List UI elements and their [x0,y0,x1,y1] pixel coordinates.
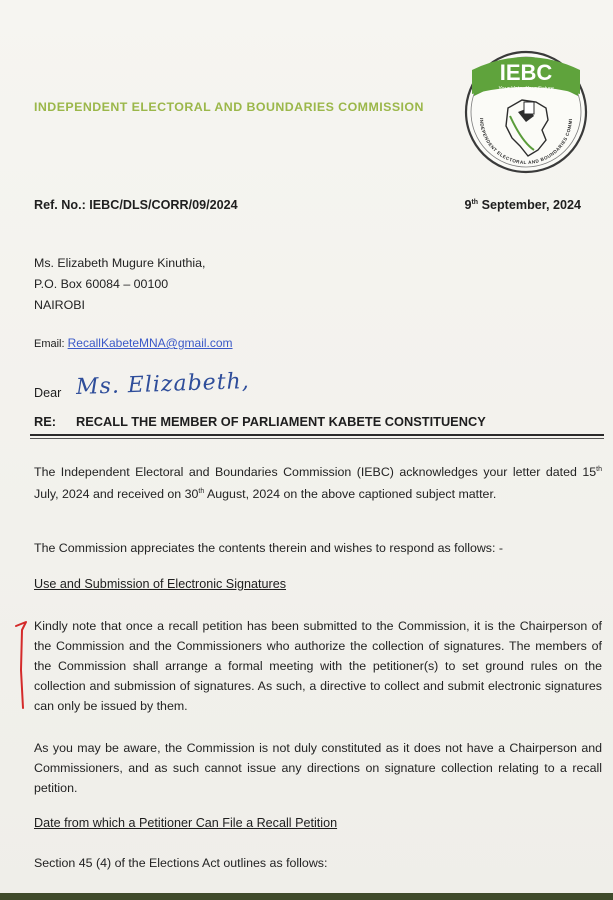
p1-part-b: July, 2024 and received on 30 [34,487,199,502]
logo-acronym: IEBC [499,60,553,85]
p1-sup-1: th [596,466,602,473]
date-day: 9 [464,198,472,212]
paragraph-section-45: Section 45 (4) of the Elections Act outlines as follows: [34,856,328,870]
logo-ring-text: INDEPENDENT ELECTORAL AND BOUNDARIES COMMI [478,117,574,166]
date-month-year: September, 2024 [478,198,581,212]
p1-part-c: August, 2024 on the above captioned subject matter. [204,487,497,502]
handwritten-salutation: Ms. Elizabeth, [75,368,251,401]
paragraph-commission-status: As you may be aware, the Commission is not duly constituted as it does not have a Chairperson and Commissioners, and as such cannot issue any directions on signature collection relating to a recall petition. [34,741,602,795]
date-suffix: th [471,198,479,206]
email-label: Email: [34,338,68,350]
logo-tagline: Your Vote, Your Future [498,86,554,92]
heading-recall-date: Date from which a Petitioner Can File a Recall Petition [34,816,338,830]
paragraph-signature-authority: Kindly note that once a recall petition has been submitted to the Commission, it is the Chairperson of the Commission and the Commissioners who authorize the collection of signatures. The members of the Commission shall arrange a formal meeting with the petitioner(s) to set ground rules on the collection and submission of signatures. As such, a directive to collect and submit electronic signatures can only be issued by them. [34,619,602,713]
letter-date [464,198,581,212]
salutation-dear: Dear [34,386,62,400]
recipient-email [34,336,233,350]
paragraph-acknowledgement [34,460,602,504]
reference-number: Ref. No.: IEBC/DLS/CORR/09/2024 [34,198,238,212]
iebc-logo [462,46,590,188]
p1-part-a: The Independent Electoral and Boundaries Commission (IEBC) acknowledges your letter dated 15 [34,465,597,480]
subject-divider [30,434,604,436]
bottom-edge [0,893,613,900]
subject-line: RECALL THE MEMBER OF PARLIAMENT KABETE CONSTITUENCY [76,414,486,429]
heading-electronic-signatures: Use and Submission of Electronic Signatures [34,577,287,591]
email-link[interactable]: RecallKabeteMNA@gmail.com [67,336,233,350]
organization-name: INDEPENDENT ELECTORAL AND BOUNDARIES COMMISSION [34,100,424,114]
recipient-city: NAIROBI [34,298,85,312]
recipient-box: P.O. Box 60084 – 00100 [34,277,169,291]
recipient-name: Ms. Elizabeth Mugure Kinuthia, [34,256,206,270]
paragraph-response-intro: The Commission appreciates the contents therein and wishes to respond as follows: - [34,541,504,555]
subject-divider-thin [30,438,604,439]
subject-label: RE: [34,414,57,429]
red-margin-mark [12,620,32,712]
p1-sup-2: th [198,488,205,496]
